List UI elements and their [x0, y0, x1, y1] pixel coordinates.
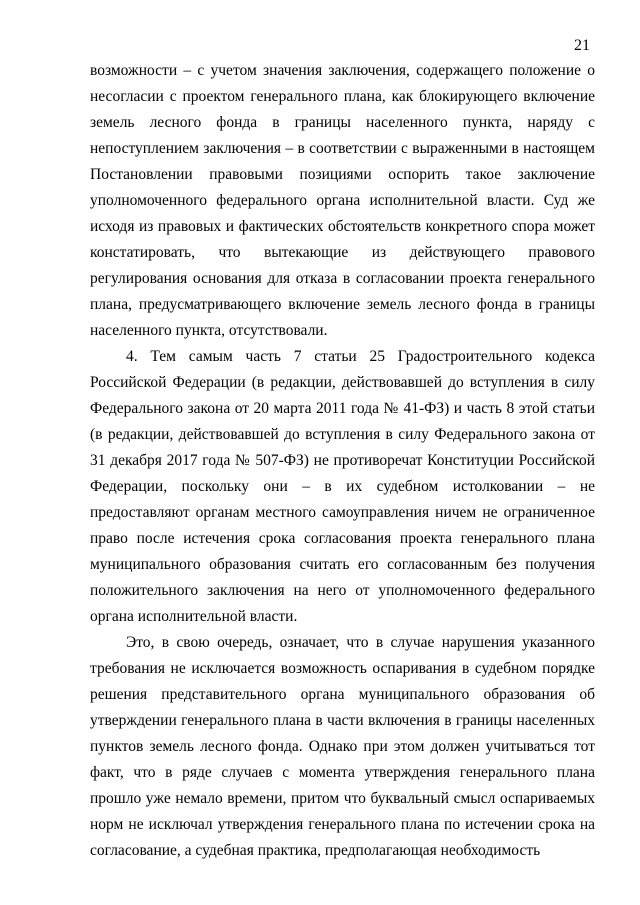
- page-number: 21: [574, 37, 590, 54]
- document-body: [90, 58, 595, 864]
- paragraph-item-4: 4. Тем самым часть 7 статьи 25 Градостроительного кодекса Российской Федерации (в редакции, действовавшей до вступления в силу Федерального закона от 20 марта 2011 года № 41-ФЗ) и часть 8 этой статьи (в редакции, действовавшей до вступления в силу Федерального закона от 31 декабря 2017 года № 507-ФЗ) не противоречат Конституции Российской Федерации, поскольку они – в их судебном истолковании – не предоставляют органам местного самоуправления ничем не ограниченное право после истечения срока согласования проекта генерального плана муниципального образования считать его согласованным без получения положительного заключения на него от уполномоченного федерального органа исполнительной власти.: [90, 348, 595, 625]
- paragraph-consequence: Это, в свою очередь, означает, что в случае нарушения указанного требования не исключается возможность оспаривания в судебном порядке решения представительного органа муниципального образования об утверждении генерального плана в части включения в границы населенных пунктов земель лесного фонда. Однако при этом должен учитываться тот факт, что в ряде случаев с момента утверждения генерального плана прошло уже немало времени, притом что буквальный смысл оспариваемых норм не исключал утверждения генерального плана по истечении срока на согласование, а судебная практика, предполагающая необходимость: [90, 634, 595, 859]
- paragraph-continuation: возможности – с учетом значения заключения, содержащего положение о несогласии с проектом генерального плана, как блокирующего включение земель лесного фонда в границы населенного пункта, наряду с непоступлением заключения – в соответствии с выраженными в настоящем Постановлении правовыми позициями оспорить такое заключение уполномоченного федерального органа исполнительной власти. Суд же исходя из правовых и фактических обстоятельств конкретного спора может констатировать, что вытекающие из действующего правового регулирования основания для отказа в согласовании проекта генерального плана, предусматривающего включение земель лесного фонда в границы населенного пункта, отсутствовали.: [90, 62, 595, 339]
